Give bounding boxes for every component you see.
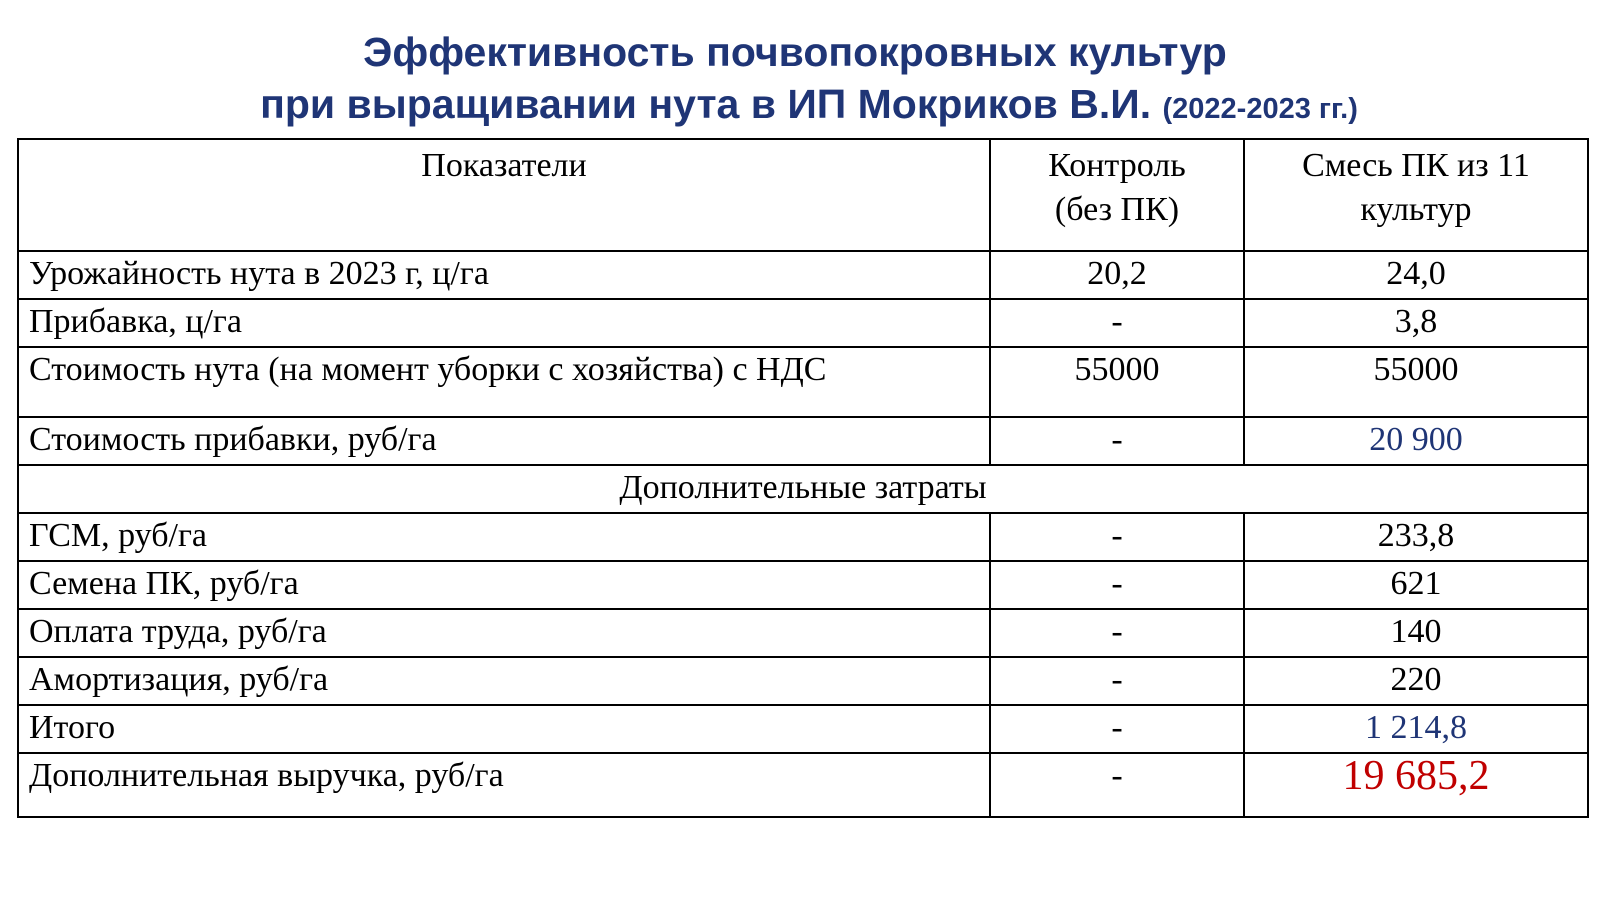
table-row-labor: [18, 609, 1588, 657]
row-mix-value-highlight: 1 214,8: [1244, 705, 1588, 753]
row-control-value: -: [990, 657, 1244, 705]
row-control-value: -: [990, 299, 1244, 347]
table-row-increase-value: [18, 417, 1588, 465]
row-control-value: -: [990, 609, 1244, 657]
row-label: Дополнительная выручка, руб/га: [18, 753, 990, 817]
header-mix-line-2: культур: [1360, 191, 1472, 228]
row-control-value: -: [990, 753, 1244, 817]
row-control-value: -: [990, 417, 1244, 465]
row-label: Семена ПК, руб/га: [18, 561, 990, 609]
header-indicator: Показатели: [18, 139, 990, 251]
header-control-line-1: Контроль: [1048, 147, 1186, 184]
header-mix: [1244, 139, 1588, 251]
row-label: Урожайность нута в 2023 г, ц/га: [18, 251, 990, 299]
row-label: Стоимость нута (на момент уборки с хозяйства) с НДС: [18, 347, 990, 417]
table-row-yield: [18, 251, 1588, 299]
title-years: (2022-2023 гг.): [1162, 93, 1358, 125]
row-control-value: -: [990, 513, 1244, 561]
row-label: Итого: [18, 705, 990, 753]
row-label: Амортизация, руб/га: [18, 657, 990, 705]
table-row-increase: [18, 299, 1588, 347]
table-row-depreciation: [18, 657, 1588, 705]
table-row-price: [18, 347, 1588, 417]
row-label: ГСМ, руб/га: [18, 513, 990, 561]
row-control-value: -: [990, 705, 1244, 753]
row-mix-value-highlight: 20 900: [1244, 417, 1588, 465]
title-line-2-text: при выращивании нута в ИП Мокриков В.И.: [260, 81, 1152, 127]
header-control: [990, 139, 1244, 251]
row-control-value: 55000: [990, 347, 1244, 417]
row-control-value: 20,2: [990, 251, 1244, 299]
row-label: Оплата труда, руб/га: [18, 609, 990, 657]
efficiency-table: [17, 138, 1589, 818]
header-control-line-2: (без ПК): [1054, 191, 1180, 228]
table-row-total: [18, 705, 1588, 753]
table-row-extra-revenue: [18, 753, 1588, 817]
title-line-1: Эффективность почвопокровных культур: [363, 29, 1227, 75]
table-header-row: [18, 139, 1588, 251]
header-mix-line-1: Смесь ПК из 11: [1302, 147, 1530, 184]
row-label: Прибавка, ц/га: [18, 299, 990, 347]
table-section-row: [18, 465, 1588, 513]
table-row-fuel: [18, 513, 1588, 561]
row-label: Стоимость прибавки, руб/га: [18, 417, 990, 465]
row-mix-value: 55000: [1244, 347, 1588, 417]
row-mix-value-bold: 621: [1244, 561, 1588, 609]
row-control-value: -: [990, 561, 1244, 609]
slide-title: [0, 26, 1600, 135]
row-mix-value: 220: [1244, 657, 1588, 705]
table-row-seeds: [18, 561, 1588, 609]
section-label: Дополнительные затраты: [18, 465, 1588, 513]
title-line-2: [0, 78, 1600, 135]
row-mix-value: 140: [1244, 609, 1588, 657]
row-mix-value: 3,8: [1244, 299, 1588, 347]
row-mix-value-result: 19 685,2: [1244, 753, 1588, 817]
row-mix-value: 233,8: [1244, 513, 1588, 561]
row-mix-value: 24,0: [1244, 251, 1588, 299]
